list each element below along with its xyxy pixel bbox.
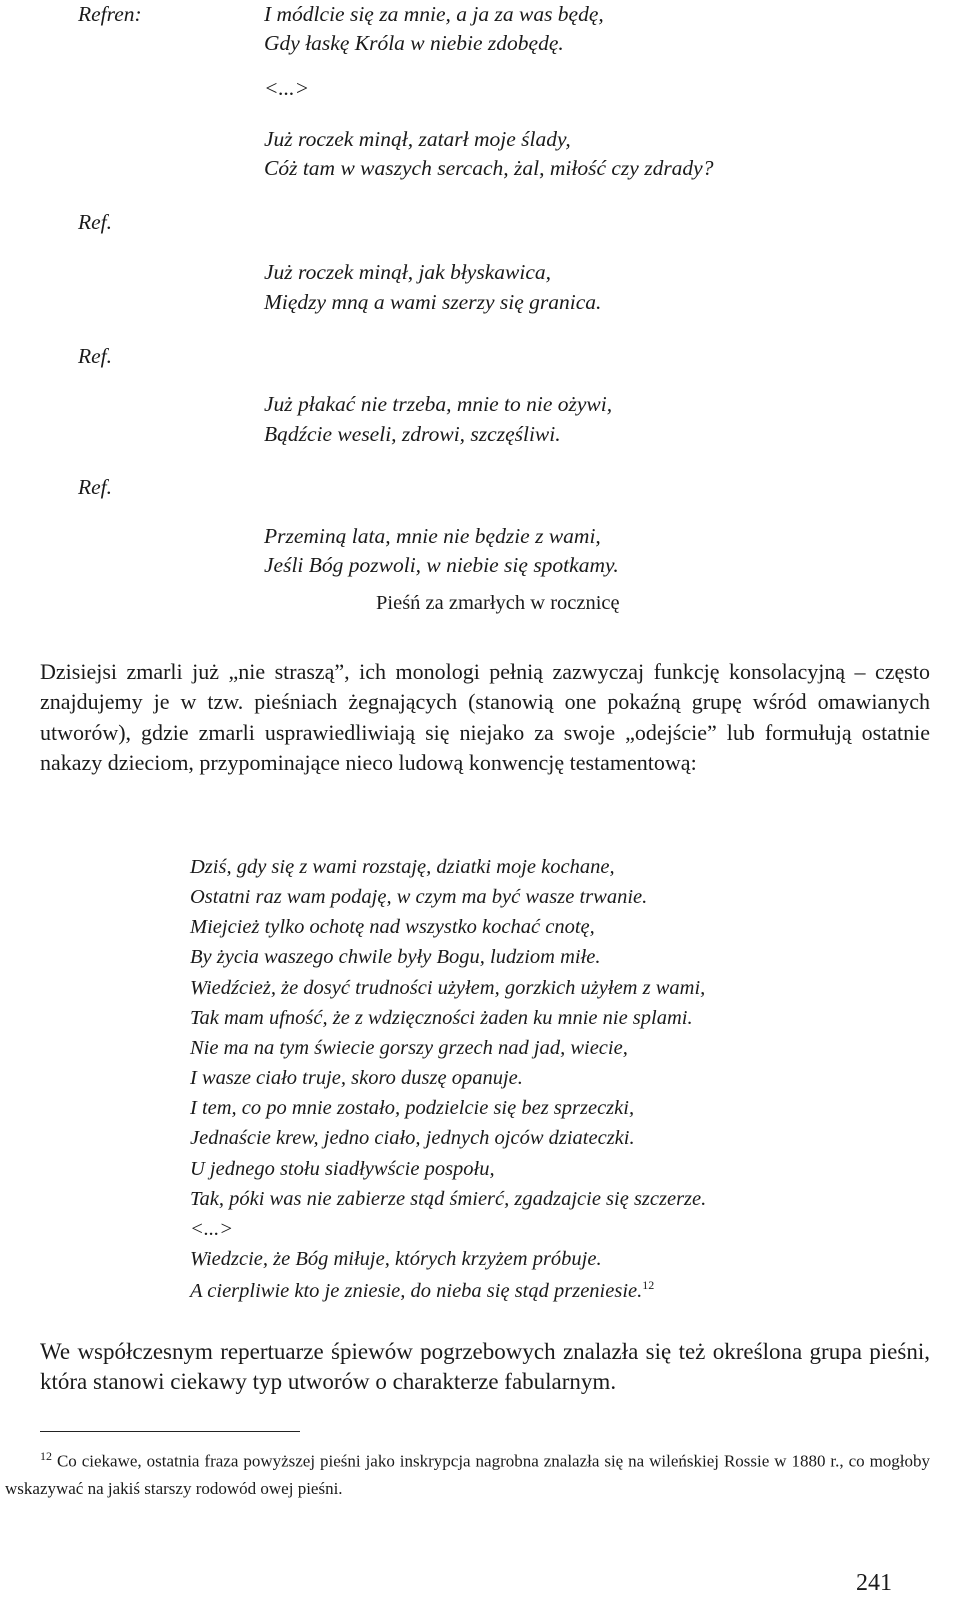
poem-line-text: A cierpliwie kto je zniesie, do nieba się stąd przeniesie. xyxy=(190,1279,643,1302)
paragraph-text: We współczesnym repertuarze śpiewów pogrzebowych znalazła się też określona grupa pieśni, która stanowi ciekawy typ utworów o charakterze fabularnym. xyxy=(40,1339,930,1395)
body-paragraph xyxy=(40,657,930,778)
refrain-label: Refren: xyxy=(78,2,142,26)
poem-line: Ostatni raz wam podaję, w czym ma być wasze trwanie. xyxy=(190,886,648,908)
poem-line: Tak, póki was nie zabierze stąd śmierć, zgadzajcie się szczerze. xyxy=(190,1188,707,1210)
poem-line: I tem, co po mnie zostało, podzielcie się bez sprzeczki, xyxy=(190,1097,635,1119)
poem-line: By życia waszego chwile były Bogu, ludziom miłe. xyxy=(190,946,601,968)
footnote-divider xyxy=(40,1431,300,1432)
poem-line: Jednaście krew, jedno ciało, jednych ojców dziateczki. xyxy=(190,1127,635,1149)
poem-line: Wiedzcie, że Bóg miłuje, których krzyżem próbuje. xyxy=(190,1248,602,1270)
verse-line: Między mną a wami szerzy się granica. xyxy=(264,290,602,314)
ref-label: Ref. xyxy=(78,475,113,499)
footnote-text: Co ciekawe, ostatnia fraza powyższej pieśni jako inskrypcja nagrobna znalazła się na wileńskiej Rossie w 1880 r., co mogłoby wskazywać na jakiś starszy rodowód owej pieśni. xyxy=(5,1451,931,1498)
paragraph-text: Dzisiejsi zmarli już „nie straszą”, ich monologi pełnią zazwyczaj funkcję konsolacyjną – często znajdujemy je w tzw. pieśniach żegnających (stanowią one pokaźną grupę wśród omawianych utworów), gdzie zmarli usprawiedliwiają się niejako za swoje „odejście” lub formułują ostatnie nakazy dzieciom, przypominające nieco ludową konwencję testamentową: xyxy=(40,659,930,775)
poem-line: Dziś, gdy się z wami rozstaję, dziatki moje kochane, xyxy=(190,856,615,878)
body-paragraph xyxy=(40,1337,930,1398)
ref-label: Ref. xyxy=(78,210,113,234)
poem-line: Wiedźcież, że dosyć trudności użyłem, gorzkich użyłem z wami, xyxy=(190,977,706,999)
poem-line: Miejcież tylko ochotę nad wszystko kochać cnotę, xyxy=(190,916,595,938)
poem-line-last xyxy=(190,1278,654,1303)
verse-line: Już roczek minął, zatarł moje ślady, xyxy=(264,127,571,151)
poem-ellipsis: <...> xyxy=(190,1218,234,1240)
ref-label: Ref. xyxy=(78,344,113,368)
song-caption: Pieśń za zmarłych w rocznicę xyxy=(376,592,620,614)
verse-line: Przeminą lata, mnie nie będzie z wami, xyxy=(264,524,601,548)
footnote-reference[interactable]: 12 xyxy=(642,1278,655,1292)
ellipsis-line: <...> xyxy=(264,76,310,100)
page-number: 241 xyxy=(856,1570,892,1596)
verse-line: Cóż tam w waszych sercach, żal, miłość czy zdrady? xyxy=(264,156,714,180)
verse-line: I módlcie się za mnie, a ja za was będę, xyxy=(264,2,604,26)
verse-line: Gdy łaskę Króla w niebie zdobędę. xyxy=(264,31,564,55)
footnote-number: 12 xyxy=(40,1449,52,1463)
poem-line: I wasze ciało truje, skoro duszę opanuje. xyxy=(190,1067,523,1089)
poem-line: U jednego stołu siadływście pospołu, xyxy=(190,1158,495,1180)
verse-line: Już roczek minął, jak błyskawica, xyxy=(264,260,551,284)
poem-line: Nie ma na tym świecie gorszy grzech nad jad, wiecie, xyxy=(190,1037,628,1059)
verse-line: Bądźcie weseli, zdrowi, szczęśliwi. xyxy=(264,422,561,446)
verse-line: Jeśli Bóg pozwoli, w niebie się spotkamy. xyxy=(264,553,619,577)
poem-line: Tak mam ufność, że z wdzięczności żaden ku mnie nie splami. xyxy=(190,1007,693,1029)
verse-line: Już płakać nie trzeba, mnie to nie ożywi, xyxy=(264,392,613,416)
footnote xyxy=(5,1443,930,1502)
